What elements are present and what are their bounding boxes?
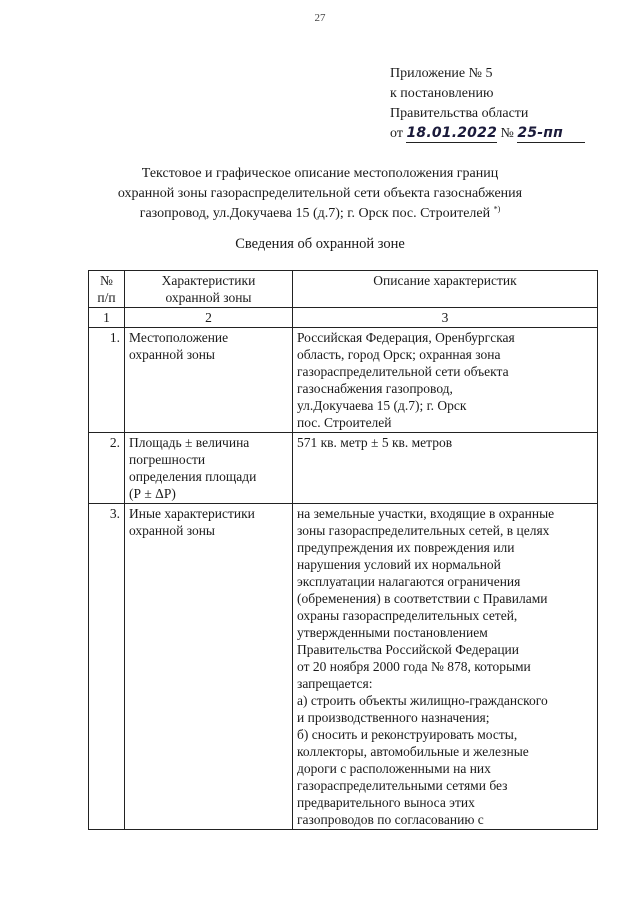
description-line: (обременения) в соответствии с Правилами	[297, 591, 548, 606]
number-field	[517, 125, 585, 143]
description-line: нарушения условий их нормальной	[297, 557, 501, 572]
date-field	[406, 125, 497, 143]
appendix-date-line	[390, 124, 585, 144]
characteristic-line: Местоположение	[129, 330, 229, 345]
row-number: 2.	[89, 433, 125, 504]
number-prefix: №	[500, 126, 514, 141]
header-col-characteristic-line-1: Характеристики	[161, 273, 256, 288]
characteristic-line: охранной зоны	[129, 523, 216, 538]
description-line: предупреждения их повреждения или	[297, 540, 515, 555]
table-row	[89, 433, 598, 504]
description-line: Правительства Российской Федерации	[297, 642, 519, 657]
row-description	[293, 433, 598, 504]
description-line: газораспределительными сетями без	[297, 778, 508, 793]
description-line: ул.Докучаева 15 (д.7); г. Орск	[297, 398, 467, 413]
description-line: утвержденными постановлением	[297, 625, 488, 640]
title-line-1: Текстовое и графическое описание местоположения границ	[141, 166, 499, 181]
description-line: эксплуатации налагаются ограничения	[297, 574, 521, 589]
description-line: газораспределительной сети объекта	[297, 364, 509, 379]
description-line: зоны газораспределительных сетей, в целях	[297, 523, 550, 538]
description-line: а) строить объекты жилищно-гражданского	[297, 693, 548, 708]
column-number-1: 1	[89, 308, 125, 328]
table-row	[89, 504, 598, 830]
row-number: 1.	[89, 328, 125, 433]
description-line: 571 кв. метр ± 5 кв. метров	[297, 435, 453, 450]
characteristic-line: охранной зоны	[129, 347, 216, 362]
description-line: б) сносить и реконструировать мосты,	[297, 727, 518, 742]
appendix-line-3: Правительства области	[390, 106, 529, 121]
description-line: от 20 ноября 2000 года № 878, которыми	[297, 659, 531, 674]
appendix-line-1: Приложение № 5	[390, 66, 493, 81]
column-number-2: 2	[125, 308, 293, 328]
header-col-description: Описание характеристик	[293, 271, 598, 308]
column-number-3: 3	[293, 308, 598, 328]
row-characteristic	[125, 328, 293, 433]
title-line-3	[60, 204, 580, 224]
description-line: предварительного выноса этих	[297, 795, 475, 810]
page-number: 27	[314, 12, 326, 24]
column-number-row	[89, 308, 598, 328]
description-line: область, город Орск; охранная зона	[297, 347, 501, 362]
appendix-block	[390, 64, 585, 144]
appendix-line-2: к постановлению	[390, 86, 494, 101]
description-line: коллекторы, автомобильные и железные	[297, 744, 529, 759]
description-line: Российская Федерация, Оренбургская	[297, 330, 515, 345]
header-col-characteristic-line-2: охранной зоны	[165, 290, 252, 305]
header-col-number-line-2: п/п	[97, 290, 116, 305]
number-value: 25-пп	[517, 125, 564, 141]
row-description	[293, 504, 598, 830]
row-characteristic	[125, 433, 293, 504]
row-number: 3.	[89, 504, 125, 830]
date-value: 18.01.2022	[406, 125, 498, 141]
header-col-characteristic	[125, 271, 293, 308]
description-line: пос. Строителей	[297, 415, 392, 430]
characteristic-line: (Р ± ΔР)	[129, 486, 176, 501]
document-title	[60, 164, 580, 224]
section-subtitle: Сведения об охранной зоне	[235, 236, 405, 252]
row-characteristic	[125, 504, 293, 830]
description-line: газопроводов по согласованию с	[297, 812, 484, 827]
characteristic-line: Площадь ± величина	[129, 435, 250, 450]
date-prefix: от	[390, 126, 403, 141]
characteristic-line: Иные характеристики	[129, 506, 255, 521]
header-col-number	[89, 271, 125, 308]
description-line: газоснабжения газопровод,	[297, 381, 453, 396]
header-col-number-line-1: №	[100, 273, 113, 288]
table-header-row	[89, 271, 598, 308]
title-line-3-text: газопровод, ул.Докучаева 15 (д.7); г. Орск пос. Строителей	[139, 206, 491, 221]
description-line: запрещается:	[297, 676, 373, 691]
row-description	[293, 328, 598, 433]
table-row	[89, 328, 598, 433]
description-line: и производственного назначения;	[297, 710, 490, 725]
characteristic-line: определения площади	[129, 469, 257, 484]
footnote-mark: *)	[493, 204, 501, 214]
zone-info-table	[88, 270, 598, 830]
title-line-2: охранной зоны газораспределительной сети объекта газоснабжения	[117, 186, 523, 201]
characteristic-line: погрешности	[129, 452, 206, 467]
description-line: дороги с расположенными на них	[297, 761, 491, 776]
description-line: охраны газораспределительных сетей,	[297, 608, 518, 623]
description-line: на земельные участки, входящие в охранные	[297, 506, 555, 521]
